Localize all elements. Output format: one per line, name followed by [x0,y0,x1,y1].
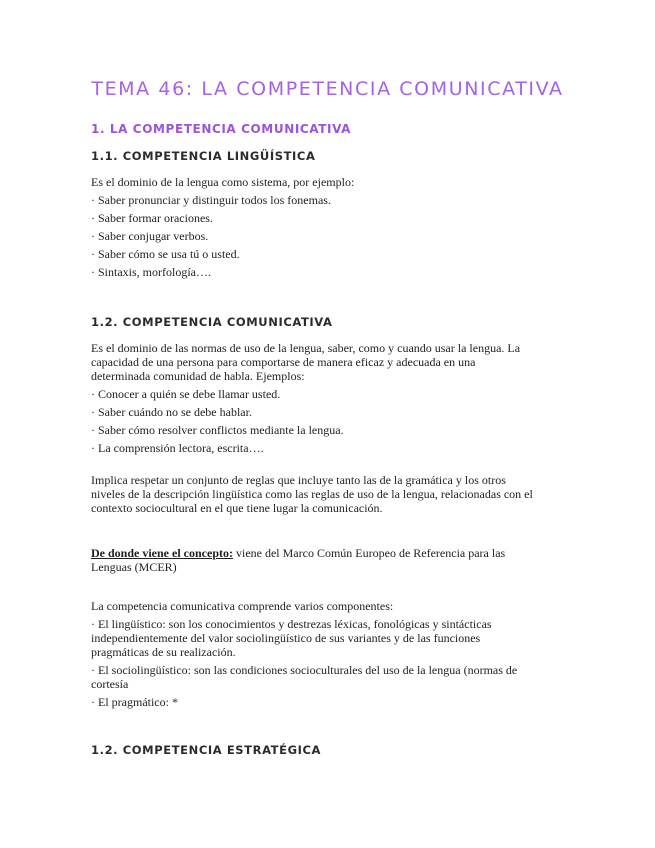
paragraph-line: Es el dominio de las normas de uso de la lengua, saber, como y cuando usar la lengua. La [91,341,521,355]
section-heading-estrategica: 1.2. COMPETENCIA ESTRATÉGICA [91,743,322,757]
list-item [91,617,571,659]
list-item-line: pragmáticas de su realización. [91,645,236,659]
list-item: · Saber cómo resolver conflictos mediante la lengua. [91,423,344,437]
componentes-intro: La competencia comunicativa comprende varios componentes: [91,599,394,613]
list-item [91,695,571,709]
list-item-line: independientemente del valor sociolingüístico de sus variantes y de las funciones [91,631,481,645]
paragraph-line: Implica respetar un conjunto de reglas que incluye tanto las de la gramática y los otros [91,473,506,487]
list-item-line: · El pragmático: * [91,695,178,709]
section-heading-1: 1. LA COMPETENCIA COMUNICATIVA [91,122,352,136]
paragraph-line: capacidad de una persona para comportarse de manera eficaz y adecuada en una [91,355,476,369]
section-1-2-intro [91,341,571,455]
list-item: · Conocer a quién se debe llamar usted. [91,387,281,401]
page-title: TEMA 46: LA COMPETENCIA COMUNICATIVA [91,78,564,100]
paragraph-line: determinada comunidad de habla. Ejemplos: [91,369,305,383]
list-item-line: cortesía [91,677,129,691]
list-item-line: · El sociolingüístico: son las condiciones socioculturales del uso de la lengua (normas de [91,663,518,677]
list-item: · Saber cómo se usa tú o usted. [91,247,240,261]
paragraph-line: contexto sociocultural en el que tiene lugar la comunicación. [91,501,383,515]
section-heading-1-1: 1.1. COMPETENCIA LINGÜÍSTICA [91,149,316,163]
list-item: · Saber cuándo no se debe hablar. [91,405,252,419]
section-1-2-origen [91,546,571,574]
list-item: · Saber pronunciar y distinguir todos los fonemas. [91,193,331,207]
origen-line [91,546,571,560]
origen-line-2: Lenguas (MCER) [91,560,177,574]
list-item: · Saber formar oraciones. [91,211,213,225]
list-item-line: · El lingüístico: son los conocimientos y destrezas léxicas, fonológicas y sintácticas [91,617,492,631]
origen-text: viene del Marco Común Europeo de Referencia para las [232,546,506,560]
list-item: · Saber conjugar verbos. [91,229,209,243]
section-1-1-intro: Es el dominio de la lengua como sistema, por ejemplo: [91,175,355,189]
section-heading-1-2: 1.2. COMPETENCIA COMUNICATIVA [91,315,333,329]
paragraph-line: niveles de la descripción lingüística como las reglas de uso de la lengua, relacionadas con el [91,487,533,501]
list-item: · La comprensión lectora, escrita…. [91,441,264,455]
section-1-2-componentes [91,599,571,709]
origen-label: De donde viene el concepto: [91,546,233,560]
section-1-1-body [91,175,571,279]
list-item [91,663,571,691]
section-1-2-implica [91,473,571,515]
list-item: · Sintaxis, morfología…. [91,265,211,279]
